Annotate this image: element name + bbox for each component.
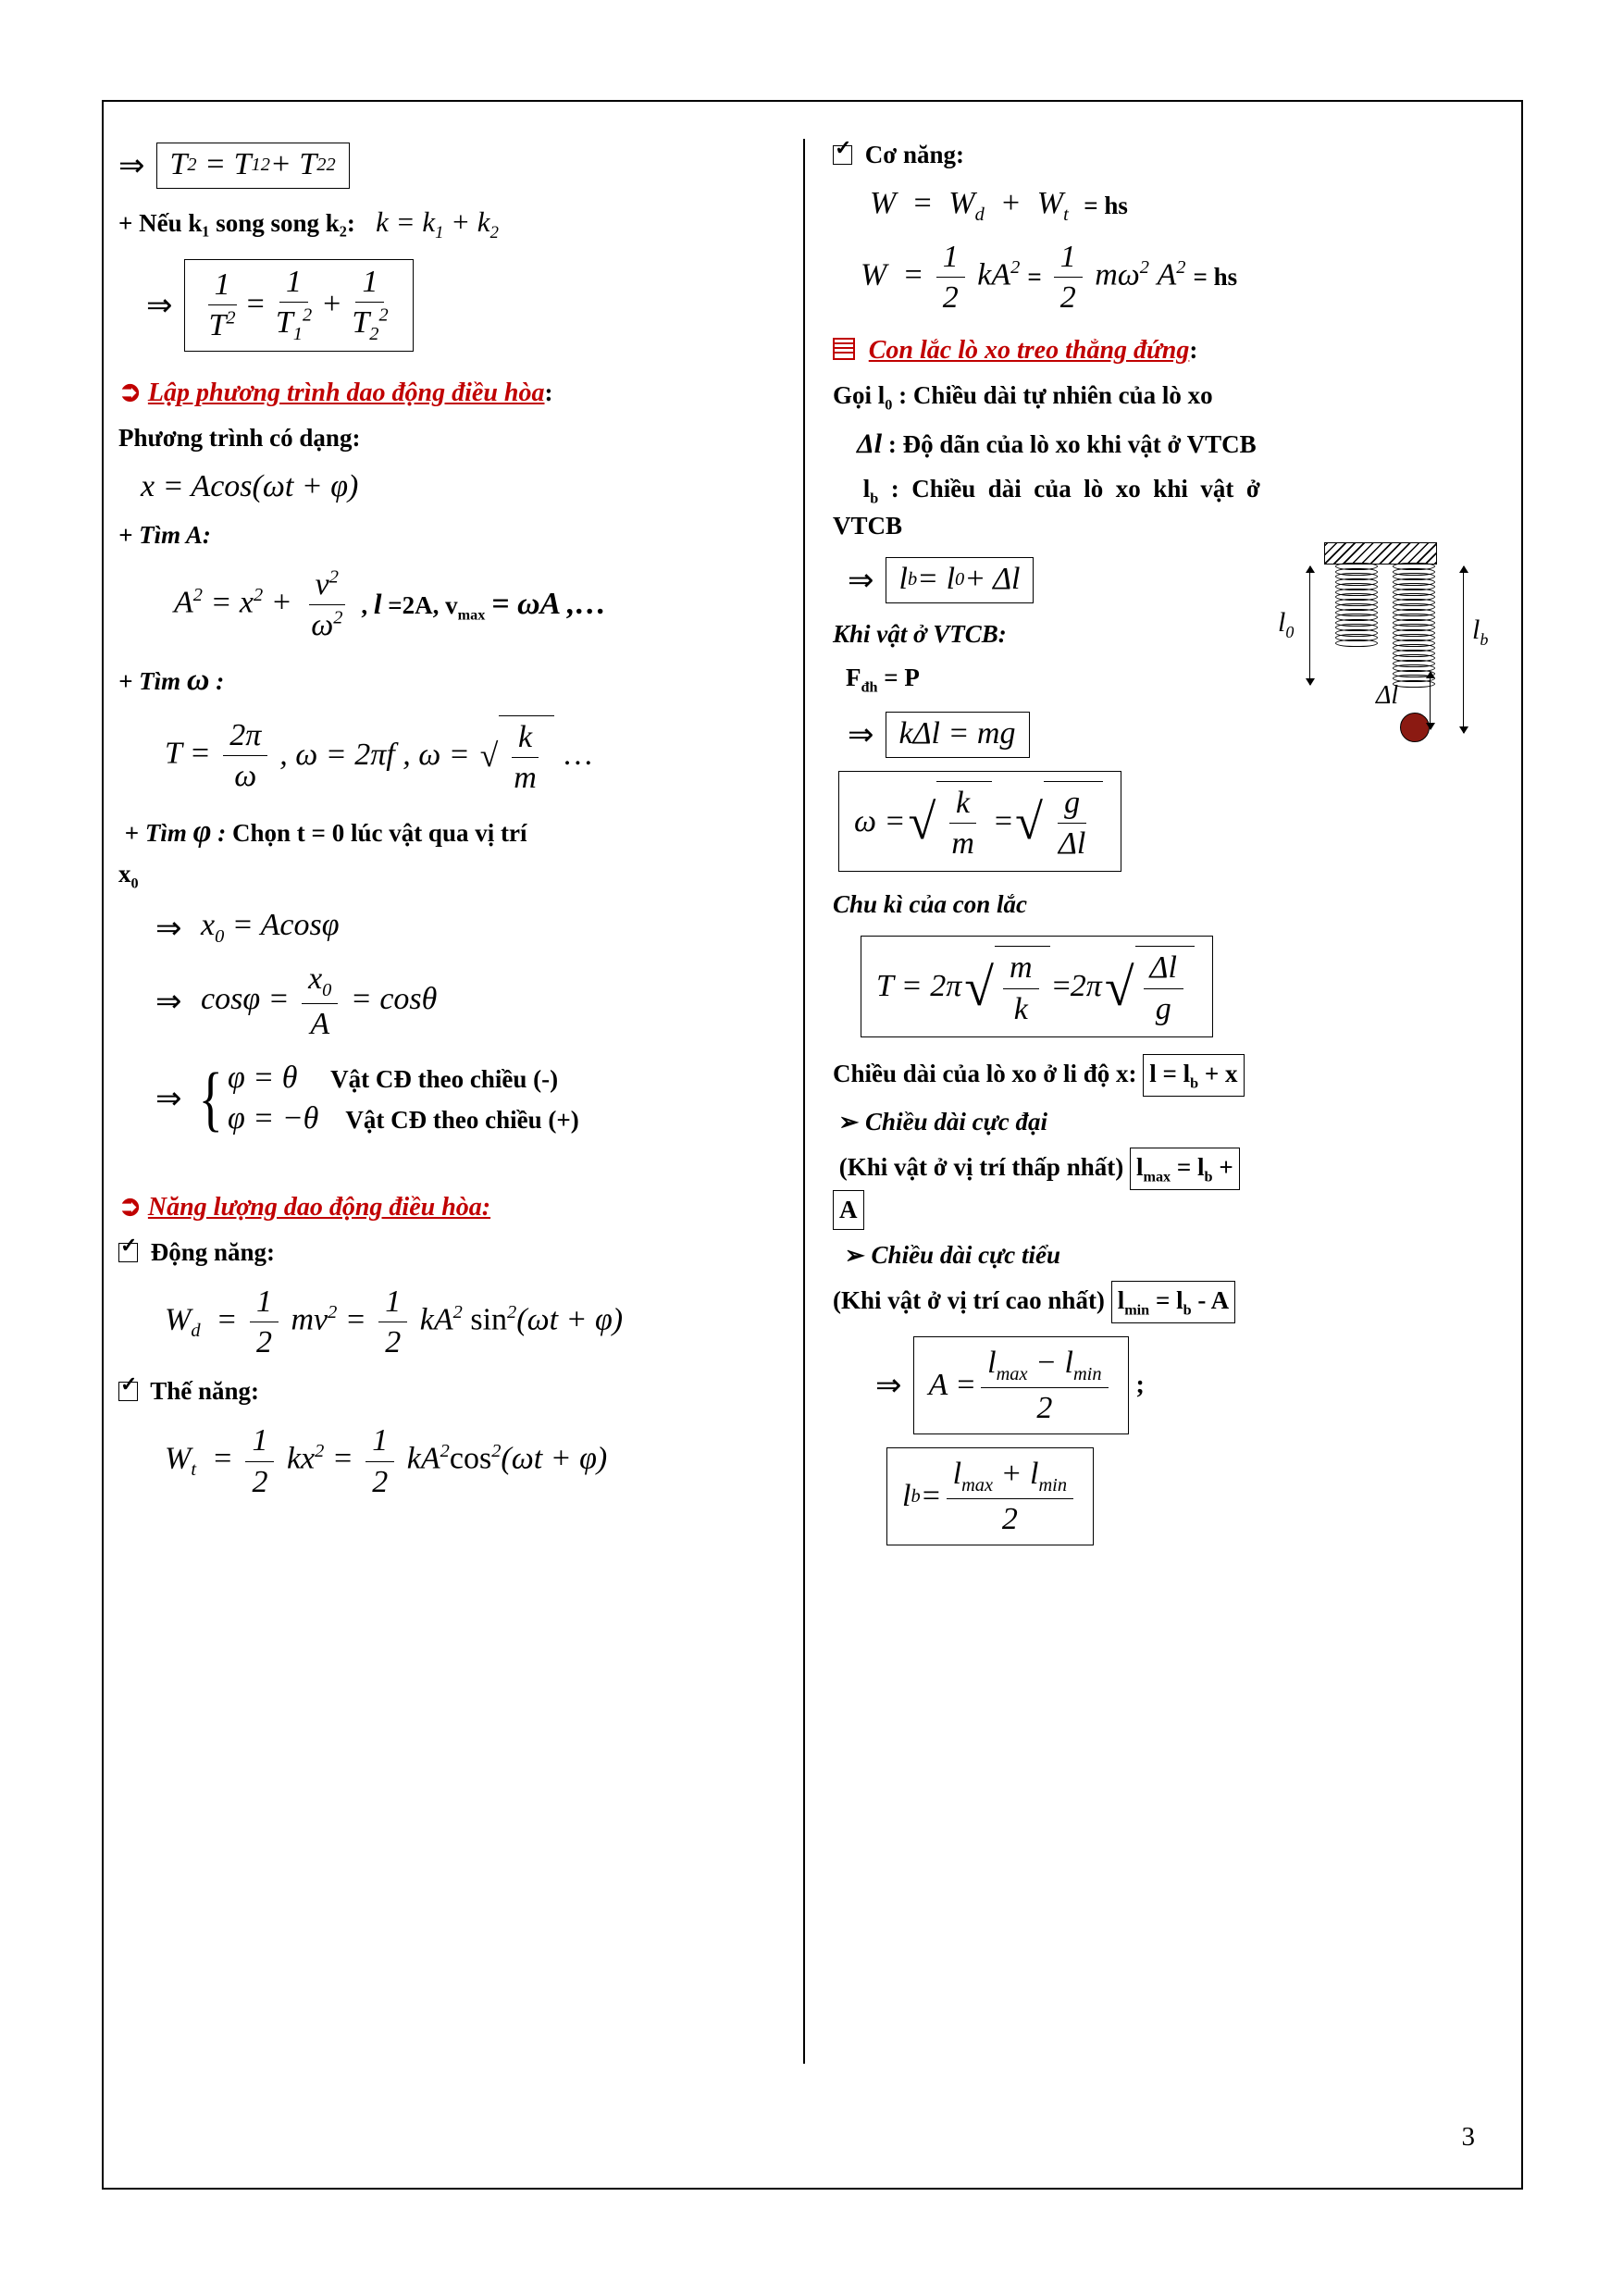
eq-x-row (141, 469, 787, 504)
eq-A2-row (174, 566, 787, 643)
label-lb: $l_b$ (1472, 614, 1489, 650)
cuc-dai-note: (Khi vật ở vị trí thấp nhất) (838, 1152, 1124, 1181)
chu-ki-label: Chu kì của con lắc (833, 890, 1028, 919)
chieu-dai-li-do-row (833, 1054, 1490, 1097)
eq-lb-formula-row (886, 1447, 1490, 1545)
eq-W-full: W = $\frac{1}{2}$ $kA^2$ (861, 239, 1021, 316)
red-square-bullet-icon (833, 338, 855, 360)
eq-W-sum-row: $W = W_d + W_t$ = hs (870, 186, 1128, 225)
spring-figure (1278, 542, 1490, 848)
left-column (118, 130, 803, 2064)
heading-lap-phuong-trinh-row: ➲ Lập phương trình dao động điều hòa: (118, 377, 553, 408)
eq-A2: $A^2 = x^2$ + $\frac{v^2}{\omega^2}$ (174, 566, 353, 643)
co-nang-label: Cơ năng: (864, 141, 964, 168)
eq-A2-tail: , l =2A, $v_{max} = \omega A$ ,… (361, 586, 607, 624)
eq-T-2pi-omega: T = $\frac{2\pi}{\omega}$ (165, 717, 272, 794)
eq-x0-row (155, 908, 787, 948)
phuong-trinh-co-dang: Phương trình có dạng: (118, 424, 361, 453)
implies-arrow-icon: ⇒ (118, 149, 145, 183)
heading-lap-phuong-trinh: Lập phương trình dao động điều hòa (147, 379, 545, 408)
spring-coil-left-icon (1335, 563, 1378, 644)
eq-cases-row (155, 1055, 787, 1142)
x0-label: $x_0$ (118, 860, 139, 892)
cuc-dai-label: Chiều dài cực đại (865, 1107, 1047, 1136)
eq-x0: $x_0 = Acos\varphi$ (192, 908, 340, 947)
heading-con-lac: Con lắc lò xo treo thẳng đứng (868, 336, 1190, 366)
eq-Wt-row (165, 1422, 787, 1499)
eq-W-full-row: W = $\frac{1}{2}$ $kA^2$ = $\frac{1}{2}$ $m\omega^2$ $A^2$ = hs (861, 239, 1238, 316)
case-2 (228, 1101, 579, 1136)
eq-A-formula: A = $\frac{l_{max} - l_{min}}{2}$ (913, 1336, 1129, 1434)
chieu-dai-li-do-label: Chiều dài của lò xo ở li độ x: (833, 1059, 1137, 1087)
eq-omega-2pif: , ω = 2πf , ω = (279, 738, 470, 773)
heading-nang-luong-row (118, 1186, 787, 1227)
lb-dimension-arrow (1463, 566, 1464, 733)
brace-icon: { (198, 1058, 223, 1139)
eq-T-squared: T 2 = T 1 2 + T 2 2 (156, 143, 350, 189)
eq-dots: … (564, 738, 593, 773)
eq-T-omega-row (165, 715, 787, 796)
eq-kdl-row (848, 712, 1285, 758)
case-1-eq: φ = θ (227, 1061, 298, 1096)
eq-sqrt-k-over-m: √ $\frac{k}{m}$ (480, 715, 554, 796)
lb-desc-cont: VTCB (833, 511, 903, 540)
cuc-dai-row (833, 1104, 1490, 1140)
eq-omega-row (838, 771, 1285, 872)
label-delta-l: Δl (1376, 681, 1399, 711)
delta-l-dimension-arrow (1430, 672, 1431, 729)
eq-lmax-cont: A (833, 1190, 864, 1230)
eq-T-chu-ki: T = 2π √ $\frac{m}{k}$ = 2π √ $\frac{\Delta l}{g}$ (861, 936, 1213, 1036)
eq-T-squared-row (118, 143, 787, 189)
eq-x: x = Acos(ωt + φ) (141, 469, 359, 504)
goi-l0: Gọi $l_0$ : Chiều dài tự nhiên của lò xo (833, 380, 1213, 414)
case-2-eq: φ = −θ (227, 1101, 319, 1136)
eq-A-formula-row (875, 1336, 1490, 1434)
dong-nang-row (118, 1235, 787, 1271)
implies-arrow-icon: ⇒ (146, 289, 173, 324)
khi-vat-vtcb: Khi vật ở VTCB: (833, 620, 1007, 649)
implies-arrow-icon: ⇒ (155, 911, 182, 946)
delta-l-desc: Δl : Độ dãn của lò xo khi vật ở VTCB (857, 428, 1257, 459)
eq-cosphi-row (155, 961, 787, 1042)
implies-arrow-icon: ⇒ (848, 718, 874, 753)
the-nang-label: Thế năng: (150, 1377, 260, 1406)
spring-coil-right-icon (1393, 563, 1435, 685)
eq-lb: l b = l 0 + Δl (886, 557, 1035, 603)
semicolon: ; (1135, 1370, 1145, 1399)
eq-omega-sqrt: ω = √ $\frac{k}{m}$ = √ $\frac{g}{\Delta l}$ (838, 771, 1121, 872)
eq-Wt: $W_t$ = $\frac{1}{2}$ $kx^2$ = $\frac{1}{2}$ $kA^2\cos^2(\omega t + \varphi)$ (165, 1423, 608, 1499)
cuc-tieu-note: (Khi vật ở vị trí cao nhất) (833, 1285, 1105, 1314)
cuc-tieu-label: Chiều dài cực tiểu (871, 1240, 1060, 1269)
right-column (805, 130, 1490, 2064)
parallel-note-row: + Nếu k₁ song song k₂: $k = k_1 + k_2$ (118, 205, 499, 243)
implies-arrow-icon: ⇒ (848, 564, 874, 599)
tim-A-label: + Tìm A: (118, 521, 211, 550)
eq-lmin: $l_{min} = l_b - A$ (1111, 1281, 1235, 1323)
eq-lb-row (848, 557, 1285, 603)
hook-arrow-icon: ➲ (118, 377, 142, 408)
case-1 (228, 1061, 579, 1096)
eq-W-sum: $W = W_d + W_t$ (870, 186, 1069, 225)
checkbox-icon (118, 1382, 138, 1401)
case-1-text: Vật CĐ theo chiều (-) (330, 1065, 559, 1094)
eq-Wd-row (165, 1284, 787, 1360)
implies-arrow-icon: ⇒ (875, 1368, 902, 1403)
arrow-bullet-icon: ➢ (833, 1241, 865, 1269)
cuc-tieu-note-row (833, 1281, 1490, 1323)
ceiling-hatch-icon (1324, 542, 1437, 565)
label-l0: $l_0$ (1278, 607, 1295, 642)
cases-group (193, 1055, 579, 1142)
eq-l-lb-x: $l = l_b + x$ (1143, 1054, 1244, 1097)
tim-omega-label: + Tìm ω : (118, 662, 225, 697)
lb-desc: $l_b$ : Chiều dài của lò xo khi vật ở (857, 475, 1260, 507)
page-number: 3 (1461, 2122, 1475, 2152)
two-column-layout (118, 130, 1506, 2064)
heading-con-lac-row: Con lắc lò xo treo thẳng đứng: (833, 332, 1490, 370)
eq-Fdh-P: $F_{đh} = P$ (846, 664, 920, 696)
implies-arrow-icon: ⇒ (155, 1082, 182, 1117)
eq-kdl-mg: kΔl = mg (886, 712, 1030, 758)
cuc-tieu-row (833, 1237, 1490, 1273)
checkbox-icon (118, 1243, 138, 1262)
eq-lb-formula: l b = $\frac{l_{max} + l_{min}}{2}$ (886, 1447, 1094, 1545)
eq-inverse-T-row (146, 259, 787, 352)
heading-nang-luong: Năng lượng dao động điều hòa: (147, 1193, 491, 1222)
cuc-dai-note-row (833, 1148, 1490, 1190)
implies-arrow-icon: ⇒ (155, 985, 182, 1020)
eq-Wd: $W_d$ = $\frac{1}{2}$ $mv^2$ = $\frac{1}{2}$ $kA^2$ $\sin^2(\omega t + \varphi)$ (165, 1285, 624, 1360)
eq-T-chu-ki-row (861, 936, 1490, 1036)
hook-arrow-icon: ➲ (118, 1191, 142, 1222)
dong-nang-label: Động năng: (150, 1237, 276, 1266)
eq-lmax-cont-row (833, 1190, 1490, 1230)
l0-dimension-arrow (1309, 566, 1310, 685)
tim-phi-label: + Tìm φ : Chọn t = 0 lúc vật qua vị trí (118, 814, 527, 850)
co-nang-row (833, 137, 1490, 173)
the-nang-row (118, 1373, 787, 1409)
eq-inverse-T: $\frac{1}{T^2}$ = $\frac{1}{T_1^2}$ + $\frac{1}{T_2^2}$ (184, 259, 414, 352)
eq-lmax: $l_{max} = l_b$ + (1130, 1148, 1240, 1190)
arrow-bullet-icon: ➢ (833, 1108, 860, 1136)
checkbox-icon (833, 145, 852, 165)
eq-cosphi: cosφ = $\frac{x_0}{A}$ = cosθ (192, 962, 438, 1042)
parallel-note-label: + Nếu k₁ song song k₂: (118, 209, 355, 237)
case-2-text: Vật CĐ theo chiều (+) (345, 1106, 579, 1135)
